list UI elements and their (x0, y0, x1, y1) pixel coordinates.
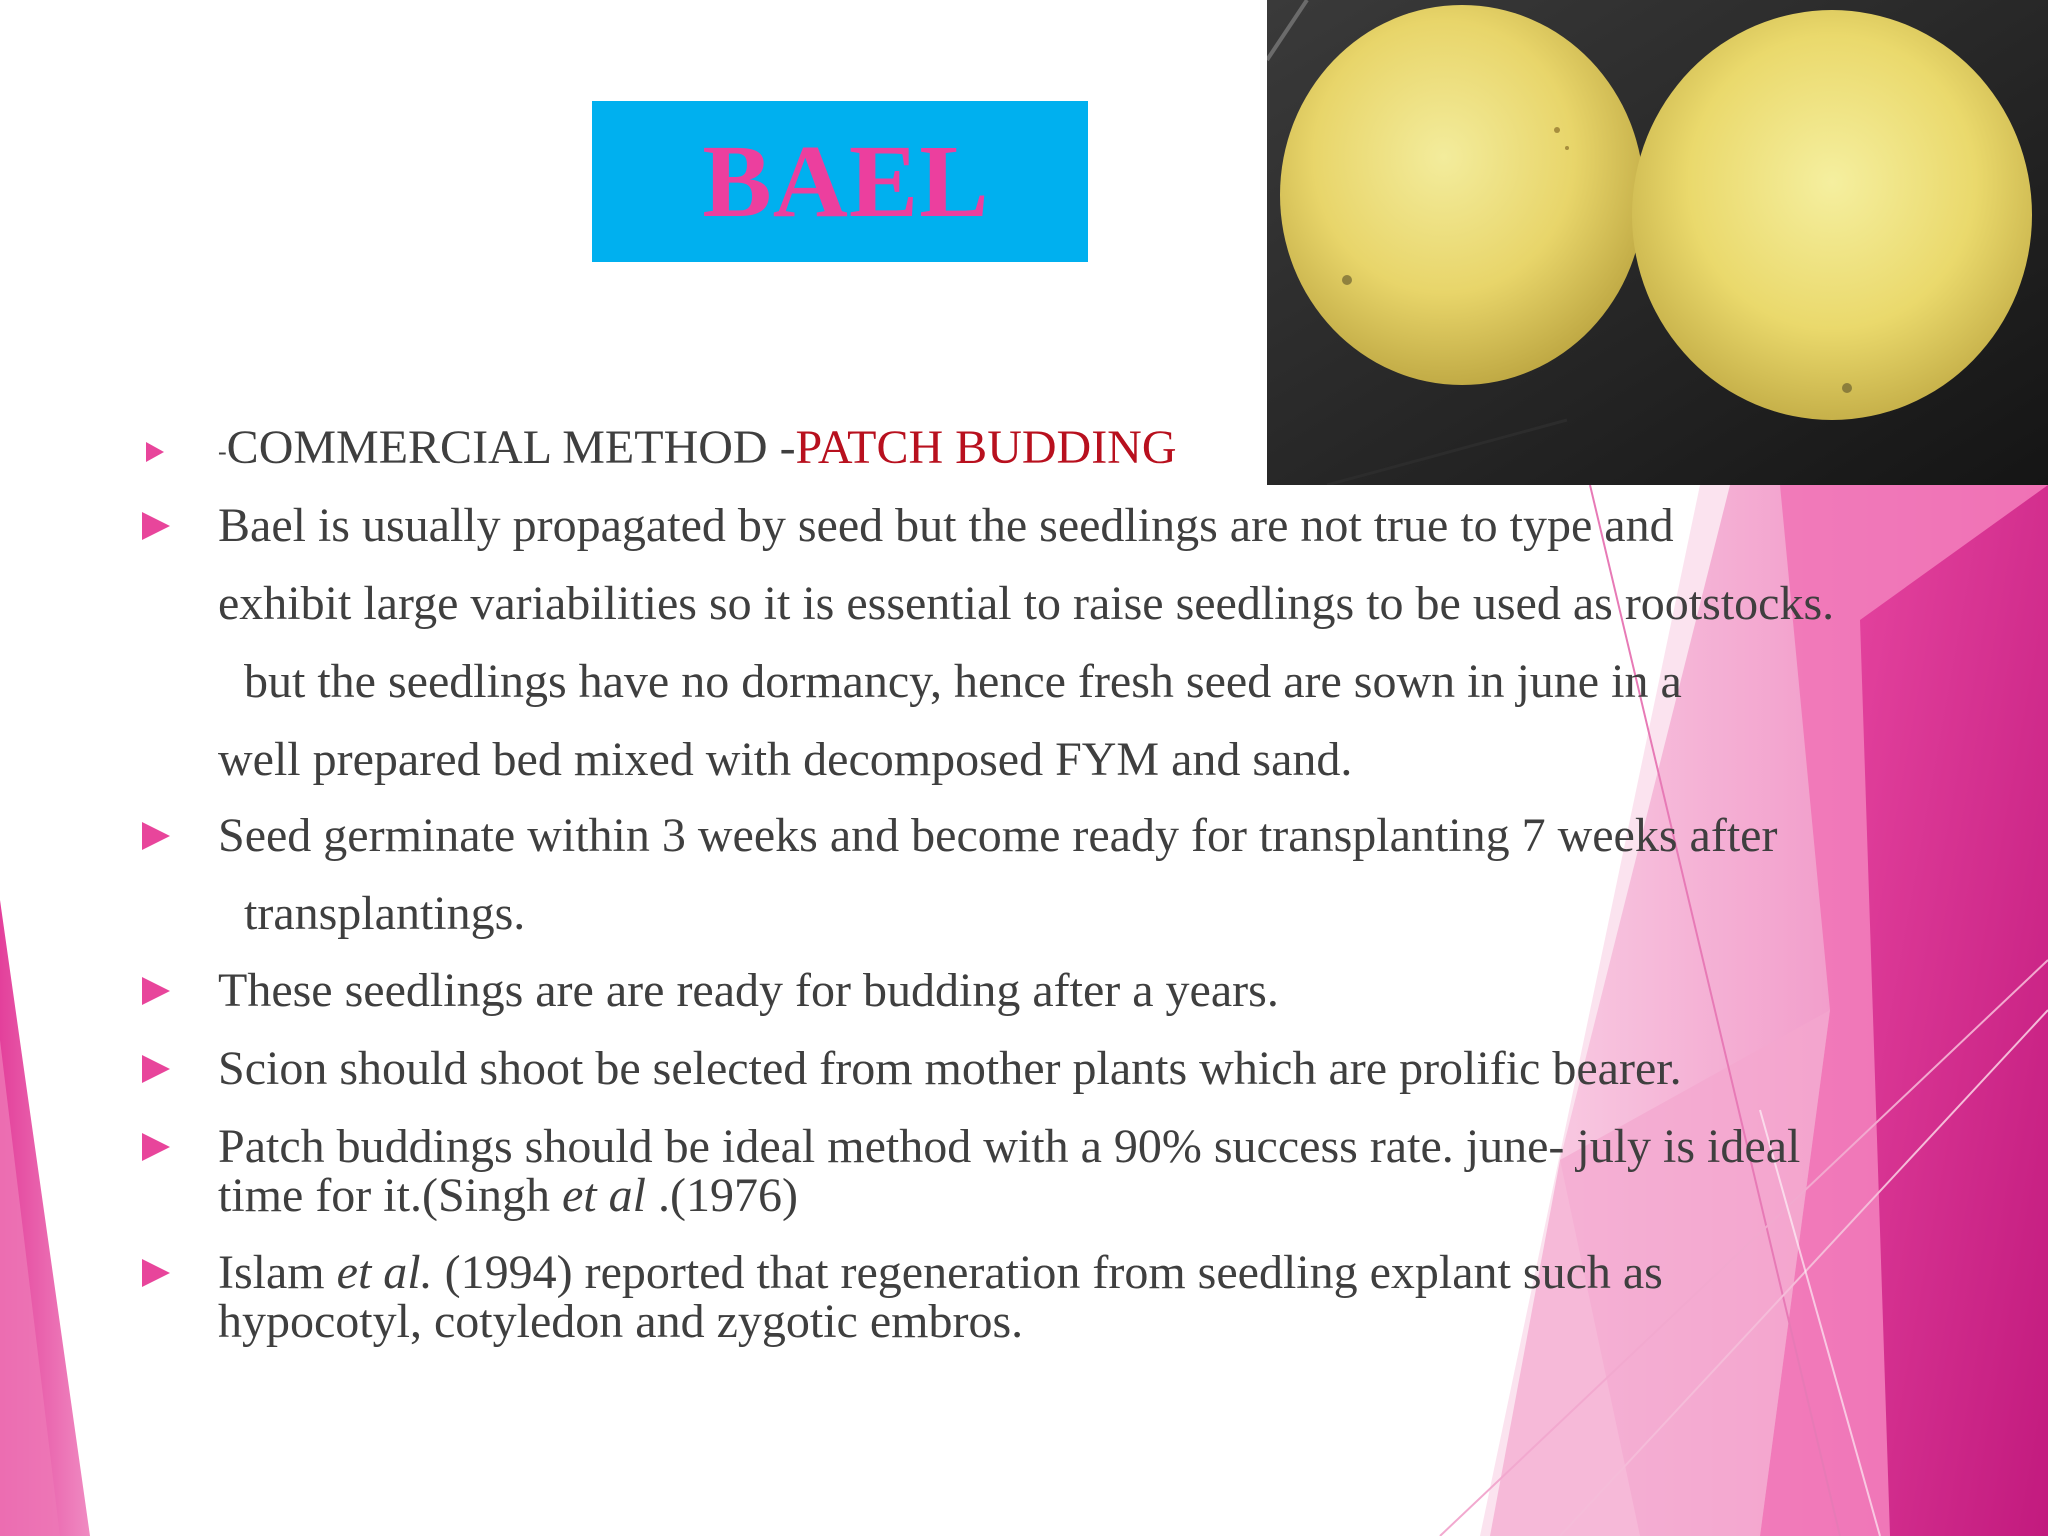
list-item-line (218, 1170, 798, 1222)
list-item-line: Scion should shoot be selected from mother plants which are prolific bearer. (218, 1042, 1682, 1095)
slide-title: BAEL (702, 124, 990, 239)
author-text: Islam (218, 1246, 337, 1299)
triangle-bullet-icon (142, 822, 170, 850)
list-item-line: transplantings. (244, 887, 526, 940)
list-item-line: hypocotyl, cotyledon and zygotic embros. (218, 1295, 1024, 1348)
list-item-line: exhibit large variabilities so it is essential to raise seedlings to be used as rootstocks. (218, 577, 1835, 630)
list-item-line (218, 1247, 1663, 1299)
triangle-bullet-icon (142, 977, 170, 1005)
triangle-bullet-icon (142, 1133, 170, 1161)
list-item-line: These seedlings are are ready for budding after a years. (218, 964, 1279, 1017)
method-highlight: PATCH BUDDING (795, 421, 1177, 474)
list-item (218, 422, 1177, 478)
dash-text: - (218, 436, 227, 466)
list-item-line: Bael is usually propagated by seed but the seedlings are not true to type and (218, 499, 1674, 552)
author-italic: et al. (336, 1246, 433, 1299)
method-label: COMMERCIAL METHOD - (226, 421, 796, 474)
list-item-line: well prepared bed mixed with decomposed FYM and sand. (218, 733, 1353, 786)
list-item-line: Seed germinate within 3 weeks and become ready for transplanting 7 weeks after (218, 809, 1778, 862)
citation-prefix: time for it.(Singh (218, 1169, 562, 1222)
triangle-bullet-icon (146, 442, 164, 462)
list-item-line: Patch buddings should be ideal method with a 90% success rate. june- july is ideal (218, 1120, 1801, 1173)
triangle-bullet-icon (142, 512, 170, 540)
citation-suffix: .(1976) (645, 1169, 798, 1222)
citation-italic: et al (561, 1169, 646, 1222)
list-item-line: but the seedlings have no dormancy, hence fresh seed are sown in june in a (244, 655, 1682, 708)
report-text: (1994) reported that regeneration from seedling explant such as (432, 1246, 1663, 1299)
triangle-bullet-icon (142, 1259, 170, 1287)
triangle-bullet-icon (142, 1055, 170, 1083)
